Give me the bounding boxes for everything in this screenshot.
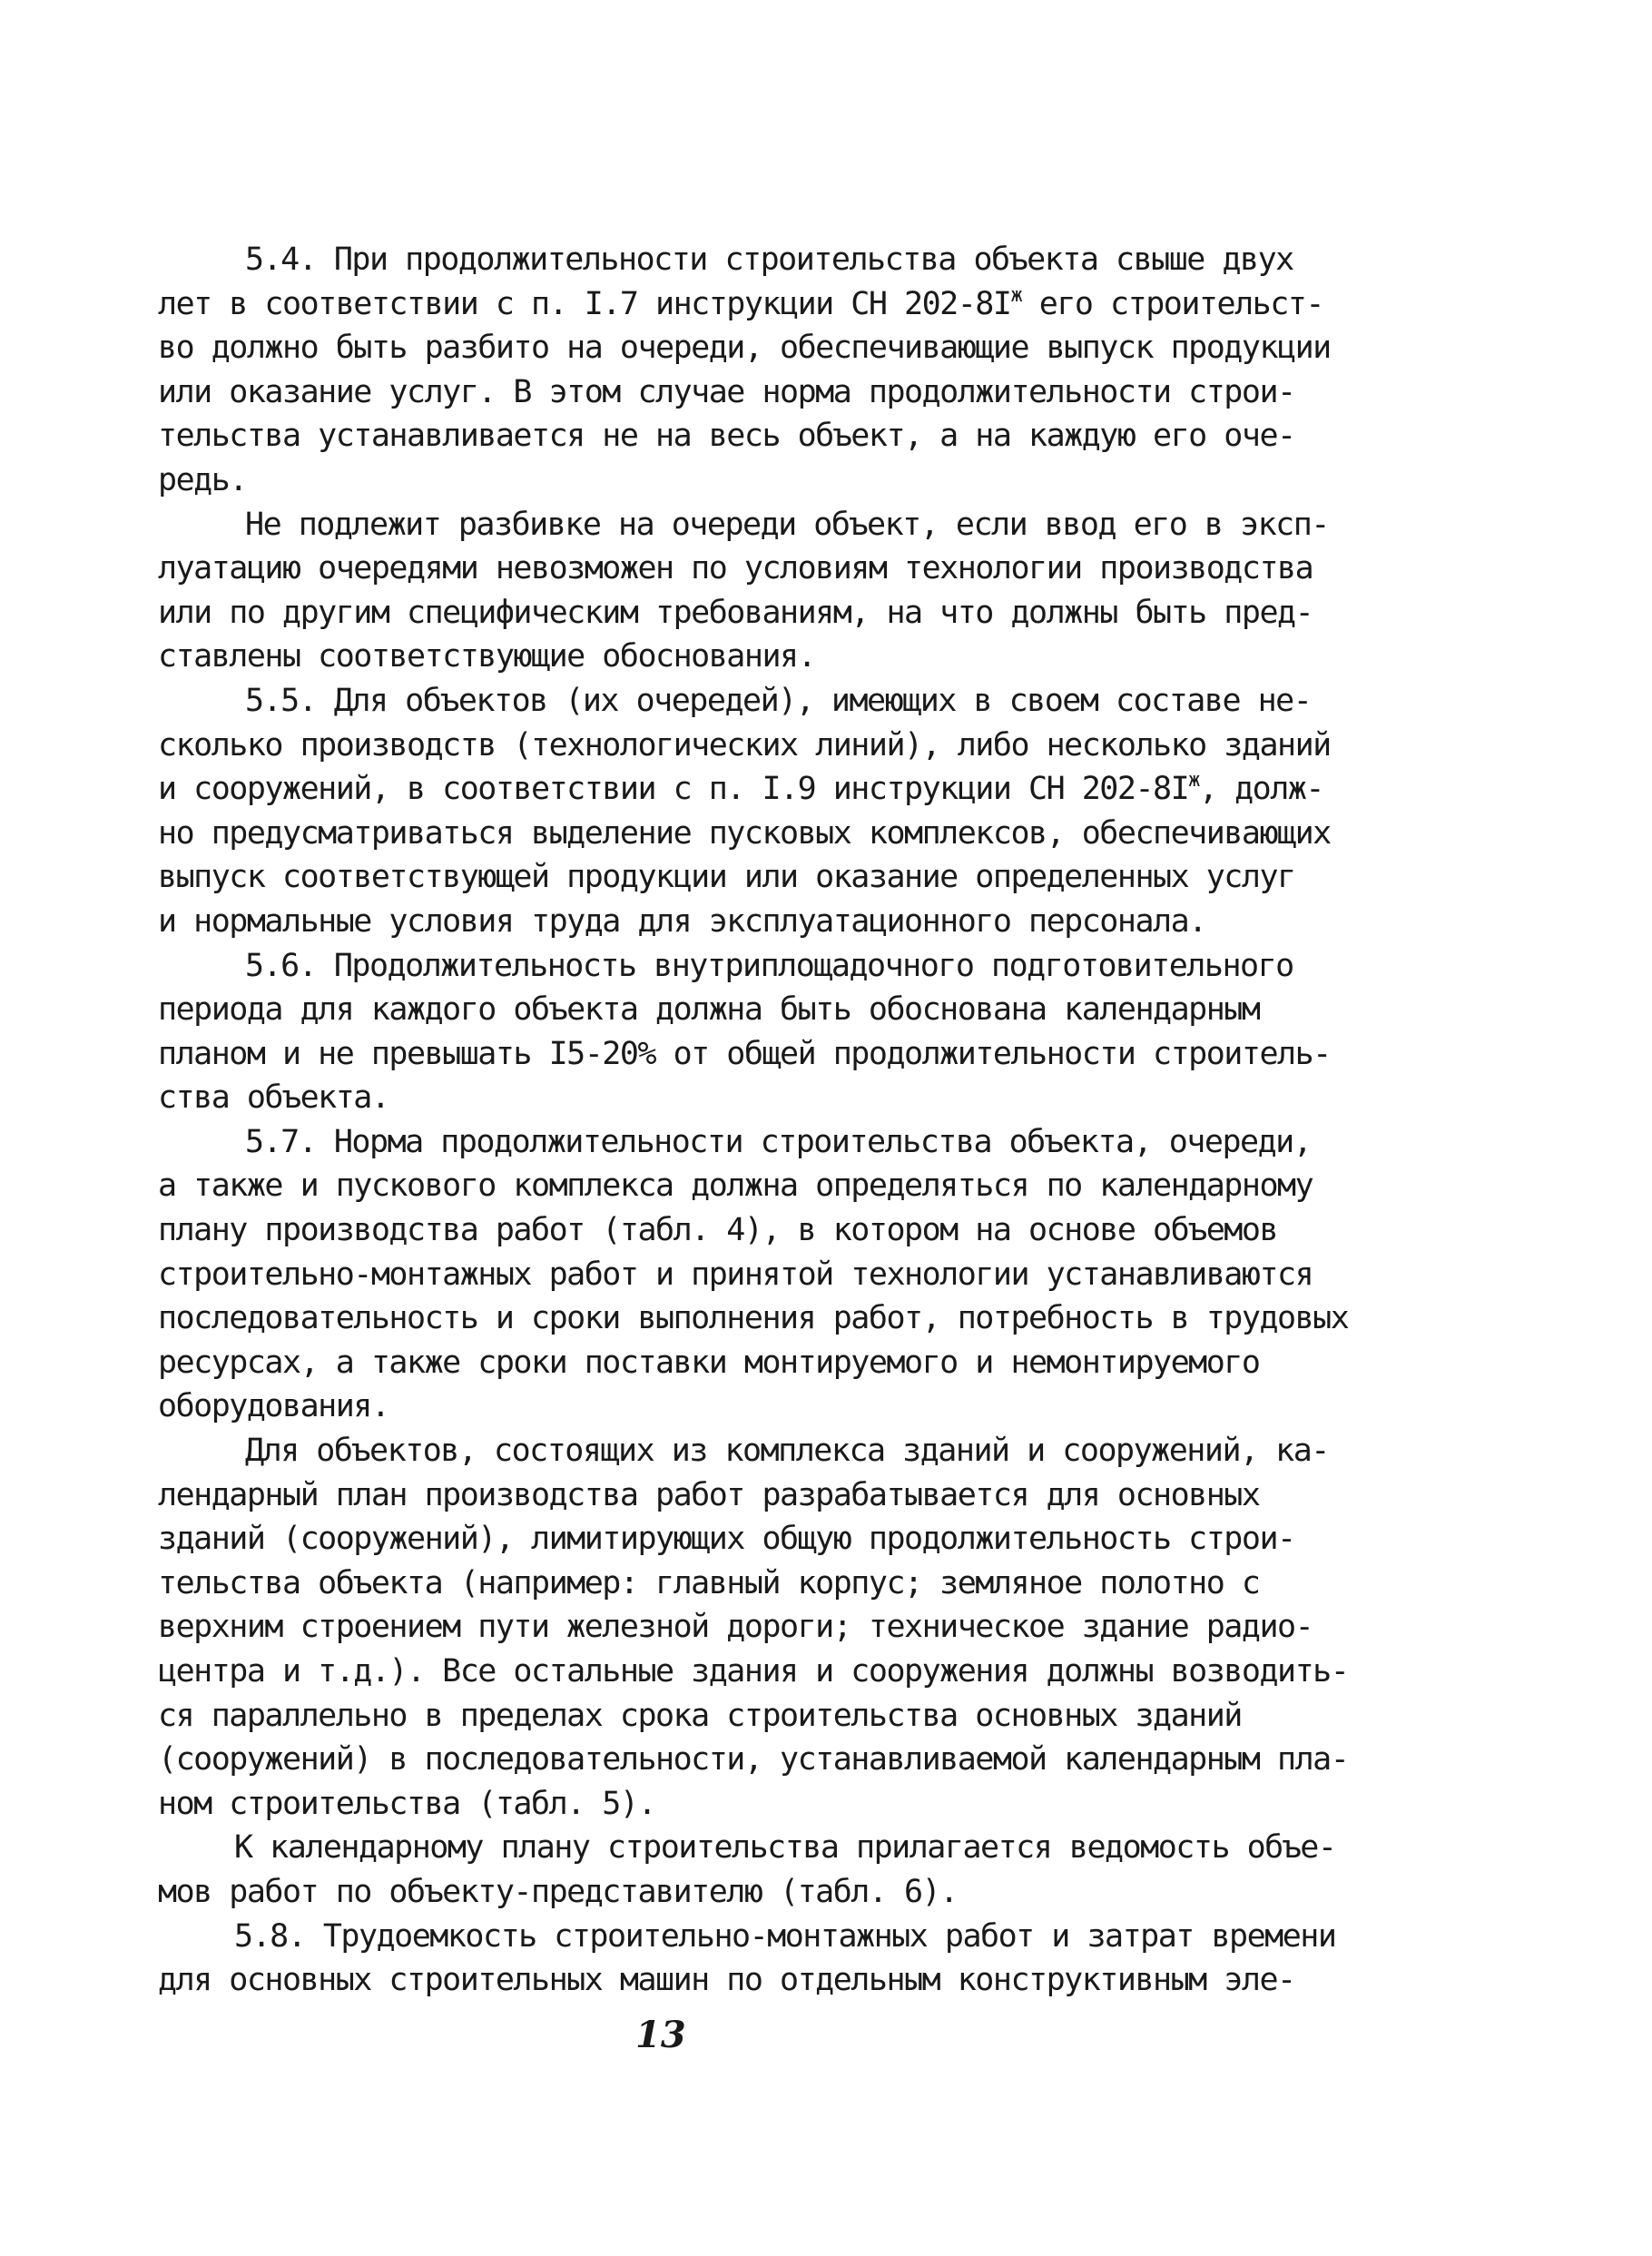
text-line: ном строительства (табл. 5). (158, 1785, 656, 1822)
text-line: или по другим специфическим требованиям, на что должны быть пред- (158, 594, 1313, 631)
text-line: редь. (158, 461, 247, 498)
text-line: 5.7. Норма продолжительности строительства объекта, очереди, (245, 1123, 1312, 1160)
text-line: или оказание услуг. В этом случае норма продолжительности строи- (158, 373, 1295, 410)
text-line: ся параллельно в пределах срока строительства основных зданий (158, 1697, 1242, 1734)
text-line: Для объектов, состоящих из комплекса зданий и сооружений, ка- (245, 1433, 1329, 1470)
text-line: зданий (сооружений), лимитирующих общую продолжительность строи- (158, 1521, 1295, 1558)
text-line: Не подлежит разбивке на очереди объект, если ввод его в эксп- (245, 506, 1329, 543)
text-line: мов работ по объекту-представителю (табл. 6). (158, 1873, 958, 1910)
text-line: верхним строением пути железной дороги; техническое здание радио- (158, 1609, 1313, 1646)
text-line: тельства объекта (например: главный корпус; земляное полотно с (158, 1564, 1260, 1601)
footnote-mark: ж (1010, 283, 1022, 307)
text-line: оборудования. (158, 1388, 389, 1425)
text-line: выпуск соответствующей продукции или оказание определенных услуг (158, 859, 1295, 896)
text-line: 5.6. Продолжительность внутриплощадочного подготовительного (245, 947, 1293, 984)
text-line: центра и т.д.). Все остальные здания и сооружения должны возводить- (158, 1653, 1349, 1690)
text-line: строительно-монтажных работ и принятой технологии устанавливаются (158, 1256, 1313, 1293)
text-line: сколько производств (технологических линий), либо несколько зданий (158, 726, 1331, 763)
text-line: плану производства работ (табл. 4), в котором на основе объемов (158, 1212, 1278, 1249)
text-line: лендарный план производства работ разрабатывается для основных (158, 1476, 1260, 1513)
text-line: лет в соответствии с п. I.7 инструкции СН $202-8I^ж$ его строительст- (158, 283, 1323, 322)
body-text (158, 238, 1374, 2003)
text-line: периода для каждого объекта должна быть обоснована календарным (158, 991, 1260, 1029)
text-line: для основных строительных машин по отдельным конструктивным эле- (158, 1962, 1295, 1999)
text-line: и сооружений, в соответствии с п. I.9 инструкции СН $202-8I^ж$, долж- (158, 769, 1323, 808)
text-line: ставлены соответствующие обоснования. (158, 638, 816, 675)
text-line: а также и пускового комплекса должна определяться по календарному (158, 1167, 1313, 1205)
text-line: 5.4. При продолжительности строительства объекта свыше двух (245, 241, 1293, 278)
text-line: и нормальные условия труда для эксплуатационного персонала. (158, 902, 1206, 940)
text-line: 5.8. Трудоемкость строительно-монтажных работ и затрат времени (234, 1917, 1336, 1955)
text-line: во должно быть разбито на очереди, обеспечивающие выпуск продукции (158, 330, 1331, 367)
footnote-mark: ж (1188, 769, 1199, 793)
text-line: тельства устанавливается не на весь объект, а на каждую его оче- (158, 418, 1295, 455)
text-line: ресурсах, а также сроки поставки монтируемого и немонтируемого (158, 1344, 1260, 1381)
text-line: луатацию очередями невозможен по условиям технологии производства (158, 550, 1313, 587)
text-line: последовательность и сроки выполнения работ, потребность в трудовых (158, 1300, 1349, 1337)
text-line: 5.5. Для объектов (их очередей), имеющих в своем составе не- (245, 682, 1312, 719)
text-line: К календарному плану строительства прилагается ведомость объе- (234, 1829, 1336, 1867)
text-line: планом и не превышать I5-20% от общей продолжительности строитель- (158, 1035, 1331, 1072)
text-line: ства объекта. (158, 1079, 389, 1117)
text-line: но предусматриваться выделение пусковых комплексов, обеспечивающих (158, 814, 1331, 852)
text-line: (сооружений) в последовательности, устанавливаемой календарным пла- (158, 1741, 1349, 1778)
page-number: 13 (635, 2014, 686, 2056)
